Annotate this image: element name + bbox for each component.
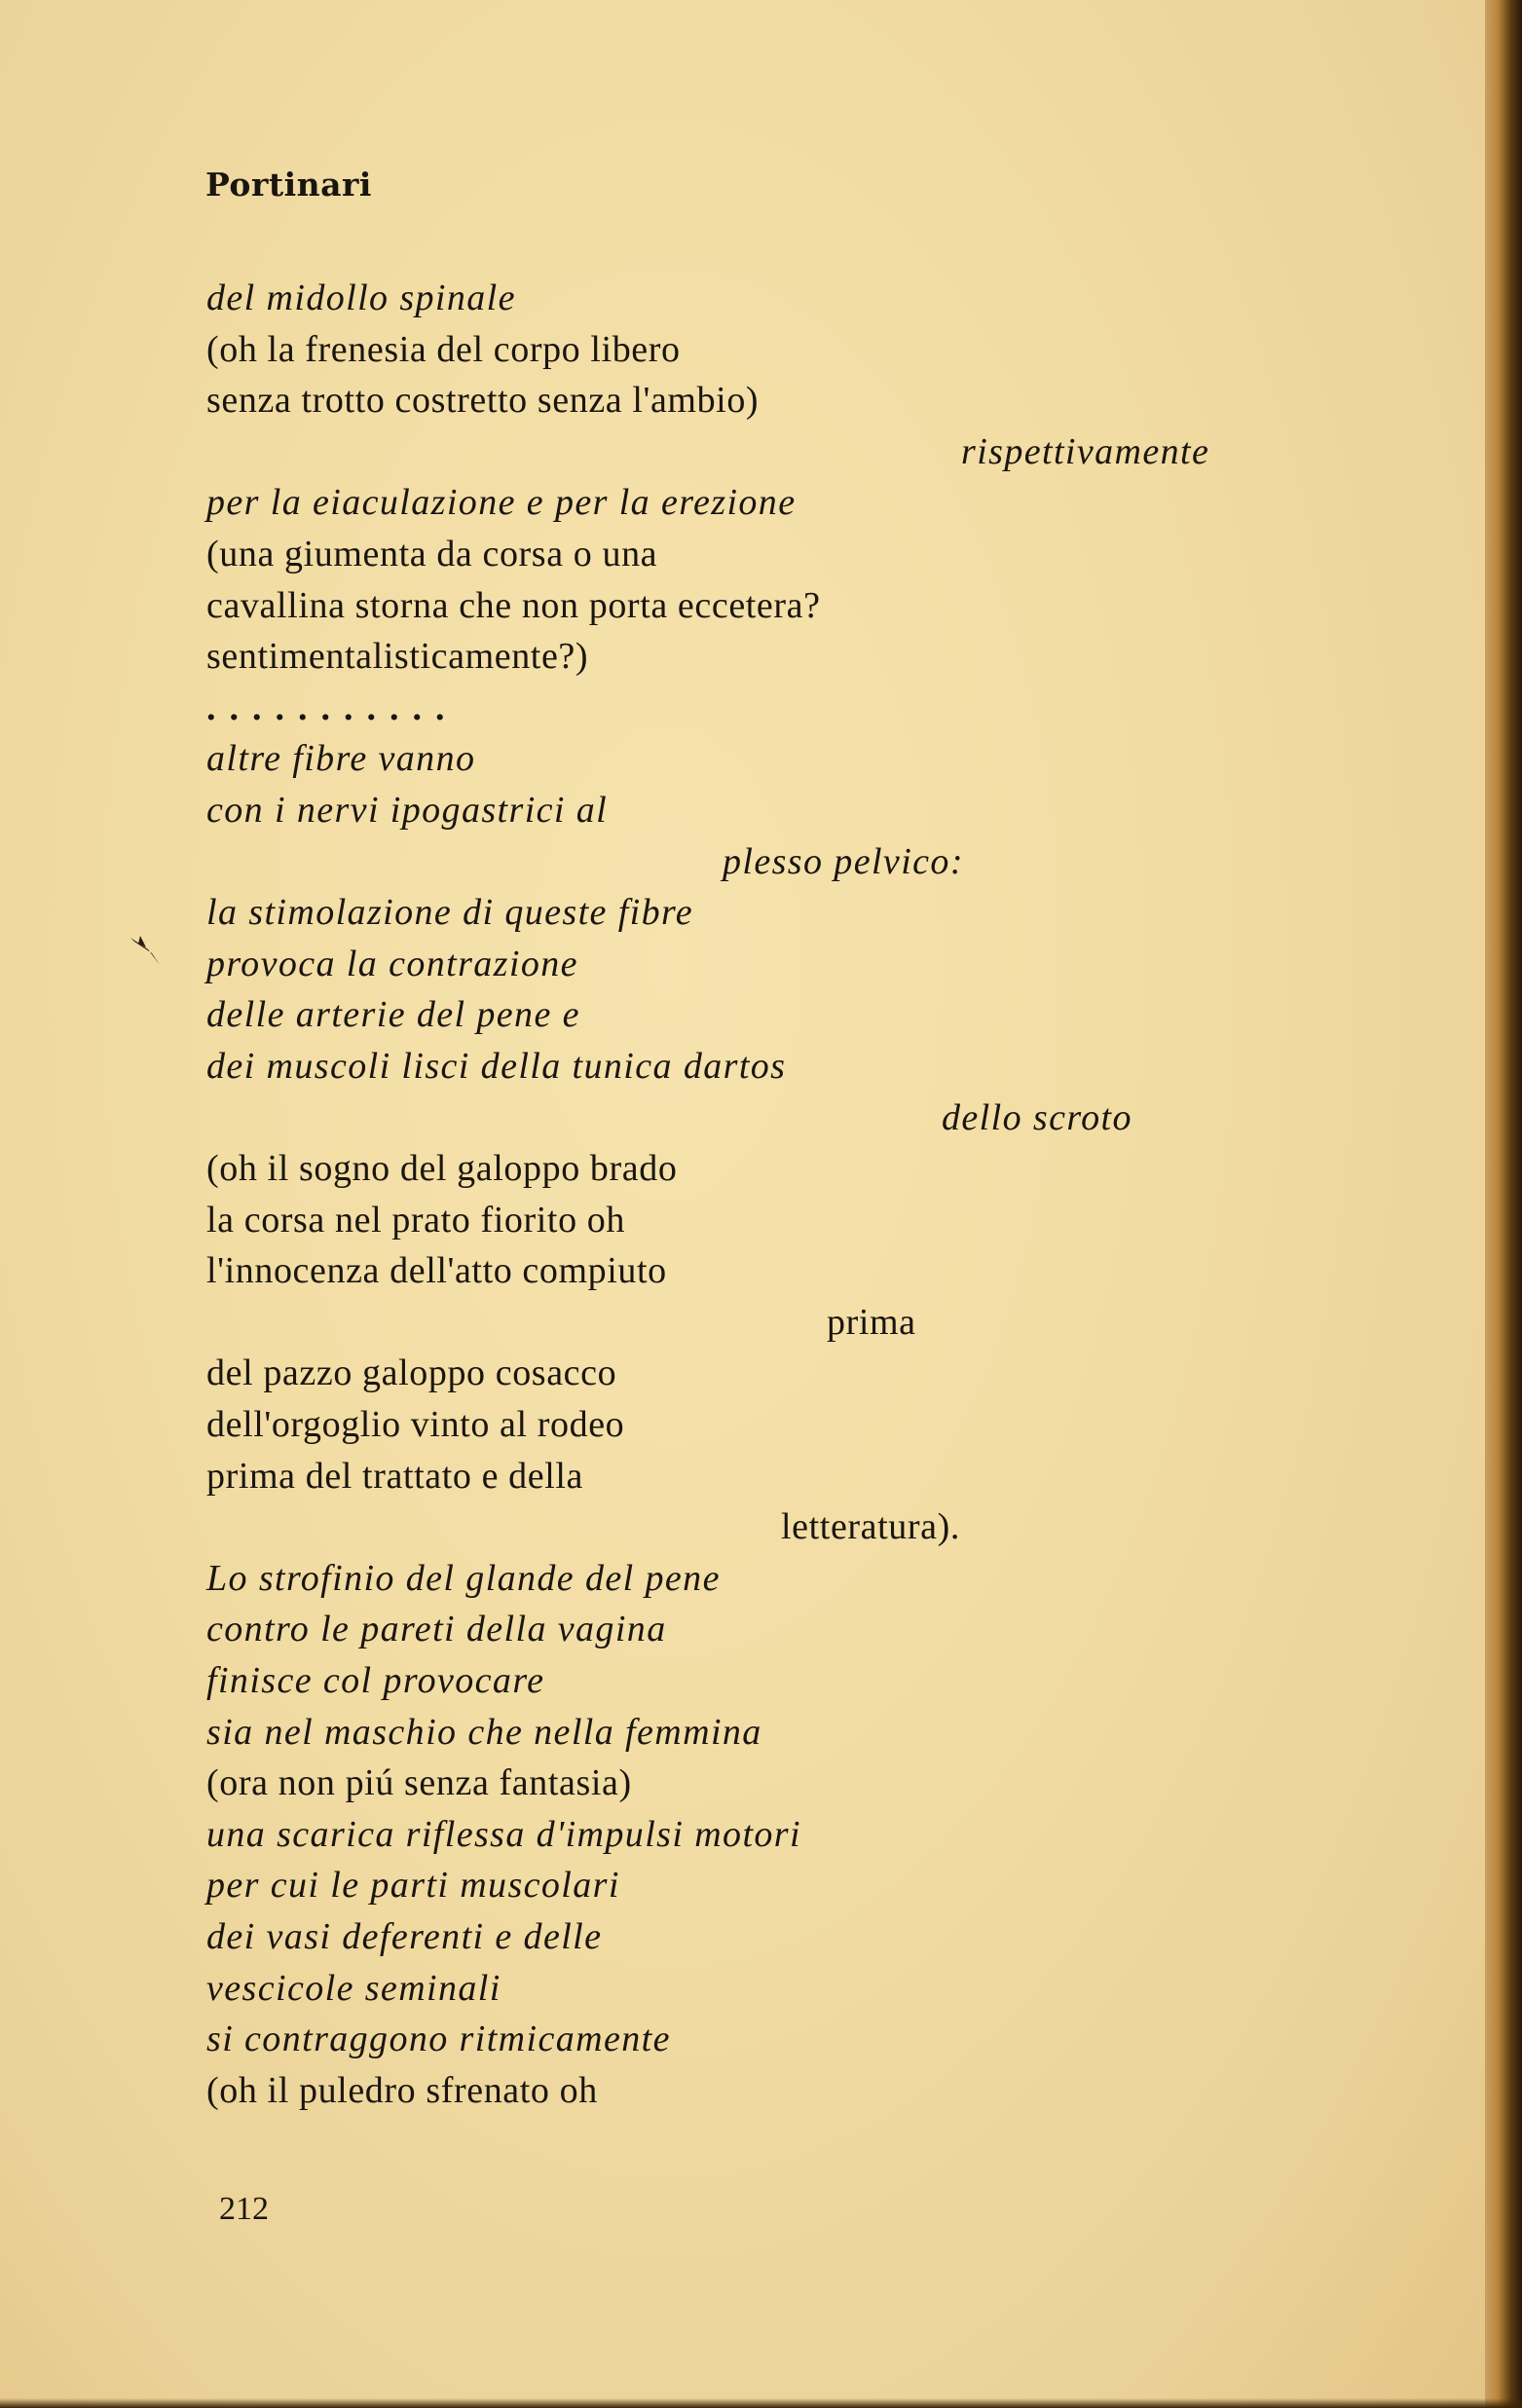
poem-line: ........... bbox=[206, 686, 459, 728]
poem-line: sia nel maschio che nella femmina bbox=[206, 1711, 762, 1753]
poem-line: dell'orgoglio vinto al rodeo bbox=[206, 1404, 625, 1446]
poem-line: sentimentalisticamente?) bbox=[206, 636, 589, 678]
poem-line: (oh il puledro sfrenato oh bbox=[206, 2069, 598, 2111]
poem-line: per cui le parti muscolari bbox=[206, 1865, 620, 1907]
ink-mark-icon bbox=[127, 930, 166, 969]
poem-line: dello scroto bbox=[942, 1096, 1132, 1138]
poem-line: dei vasi deferenti e delle bbox=[206, 1916, 603, 1957]
poem-line: cavallina storna che non porta eccetera? bbox=[206, 584, 821, 626]
poem-line: si contraggono ritmicamente bbox=[206, 2019, 671, 2060]
page-number: 212 bbox=[219, 2191, 269, 2227]
poem-line: la corsa nel prato fiorito oh bbox=[206, 1199, 625, 1241]
poem-line: per la eiaculazione e per la erezione bbox=[206, 482, 797, 524]
poem-line: contro le pareti della vagina bbox=[206, 1609, 667, 1650]
poem-line: plesso pelvico: bbox=[723, 840, 964, 882]
poem-line: con i nervi ipogastrici al bbox=[206, 789, 609, 831]
poem-line: del pazzo galoppo cosacco bbox=[206, 1352, 617, 1394]
poem-line: Lo strofinio del glande del pene bbox=[206, 1557, 721, 1599]
poem-line: rispettivamente bbox=[961, 430, 1210, 472]
poem-line: l'innocenza dell'atto compiuto bbox=[206, 1250, 667, 1292]
poem-line: letteratura). bbox=[781, 1506, 960, 1548]
poem-line: (oh il sogno del galoppo brado bbox=[206, 1148, 678, 1190]
poem-line: (una giumenta da corsa o una bbox=[206, 533, 658, 574]
poem-line: (oh la frenesia del corpo libero bbox=[206, 328, 681, 370]
poem-line: la stimolazione di queste fibre bbox=[206, 892, 694, 934]
poem-line: (ora non piú senza fantasia) bbox=[206, 1762, 632, 1804]
page-edge bbox=[1485, 0, 1522, 2408]
poem-line: dei muscoli lisci della tunica dartos bbox=[206, 1045, 787, 1087]
poem-line: delle arterie del pene e bbox=[206, 994, 580, 1036]
poem-line: una scarica riflessa d'impulsi motori bbox=[206, 1813, 801, 1855]
page-bottom-edge bbox=[0, 2398, 1522, 2408]
running-head: Portinari bbox=[205, 166, 372, 204]
poem-line: altre fibre vanno bbox=[206, 738, 476, 780]
poem-line: vescicole seminali bbox=[206, 1967, 501, 2009]
poem-line: del midollo spinale bbox=[206, 278, 516, 318]
poem-line: prima bbox=[827, 1301, 916, 1343]
poem-line: senza trotto costretto senza l'ambio) bbox=[206, 380, 760, 422]
poem-line: prima del trattato e della bbox=[206, 1455, 583, 1497]
poem-line: finisce col provocare bbox=[206, 1660, 545, 1702]
poem-text bbox=[206, 273, 1297, 2116]
poem-line: provoca la contrazione bbox=[206, 943, 578, 984]
